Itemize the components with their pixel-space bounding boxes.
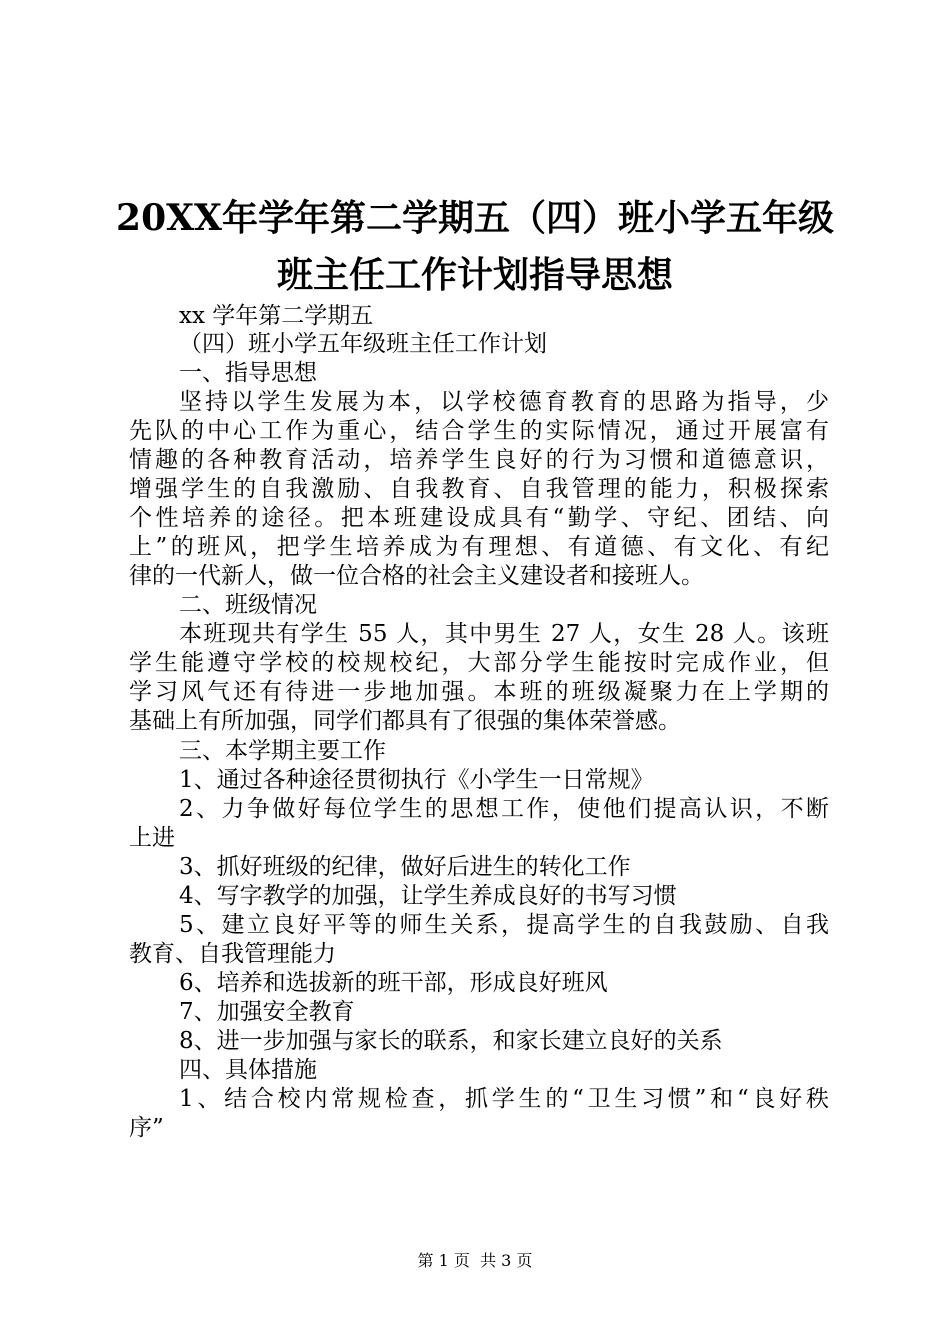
document-title-line-2: 班主任工作计划指导思想 — [276, 254, 673, 296]
list-item: 7、加强安全教育 — [179, 999, 355, 1025]
body-line: 增强学生的自我激励、自我教育、自我管理的能力，积极探索 — [129, 476, 829, 502]
body-line: 基础上有所加强，同学们都具有了很强的集体荣誉感。 — [129, 708, 681, 734]
section-heading: 四、具体措施 — [179, 1057, 317, 1083]
body-line: 情趣的各种教育活动，培养学生良好的行为习惯和道德意识， — [129, 447, 829, 473]
body-line: 个性培养的途径。把本班建设成具有“勤学、守纪、团结、向 — [129, 505, 829, 531]
list-item: 4、写字教学的加强，让学生养成良好的书写习惯 — [179, 883, 677, 909]
section-heading: 三、本学期主要工作 — [179, 738, 386, 764]
page-number: 第 1 页 共 3 页 — [417, 1251, 533, 1270]
body-line: 学生能遵守学校的校规校纪，大部分学生能按时完成作业，但 — [129, 650, 829, 676]
section-heading: 二、班级情况 — [179, 592, 317, 618]
body-line: 本班现共有学生 55 人，其中男生 27 人，女生 28 人。该班 — [179, 621, 829, 647]
body-line: 先队的中心工作为重心，结合学生的实际情况，通过开展富有 — [129, 418, 829, 444]
list-item: 6、培养和选拔新的班干部，形成良好班风 — [179, 970, 608, 996]
section-heading: 一、指导思想 — [179, 360, 317, 386]
list-item: 5、建立良好平等的师生关系，提高学生的自我鼓励、自我 — [179, 912, 829, 938]
body-line: 上”的班风，把学生培养成为有理想、有道德、有文化、有纪 — [129, 534, 829, 560]
list-item-continuation: 教育、自我管理能力 — [129, 941, 336, 967]
list-item: 3、抓好班级的纪律，做好后进生的转化工作 — [179, 854, 631, 880]
body-line: 律的一代新人，做一位合格的社会主义建设者和接班人。 — [129, 563, 704, 589]
list-item-continuation: 序” — [129, 1115, 164, 1141]
body-line: xx 学年第二学期五 — [179, 303, 374, 329]
document-title-line-1: 20XX年学年第二学期五（四）班小学五年级 — [116, 197, 834, 239]
body-line: （四）班小学五年级班主任工作计划 — [179, 331, 547, 357]
list-item: 8、进一步加强与家长的联系，和家长建立良好的关系 — [179, 1028, 723, 1054]
list-item: 1、结合校内常规检查，抓学生的“卫生习惯”和“良好秩 — [179, 1086, 829, 1112]
list-item: 1、通过各种途径贯彻执行《小学生一日常规》 — [179, 767, 654, 793]
page-footer — [0, 1248, 950, 1271]
list-item: 2、力争做好每位学生的思想工作，使他们提高认识，不断 — [179, 796, 829, 822]
body-line: 学习风气还有待进一步地加强。本班的班级凝聚力在上学期的 — [129, 679, 829, 705]
body-line: 坚持以学生发展为本，以学校德育教育的思路为指导，少 — [179, 389, 829, 415]
list-item-continuation: 上进 — [129, 825, 175, 851]
